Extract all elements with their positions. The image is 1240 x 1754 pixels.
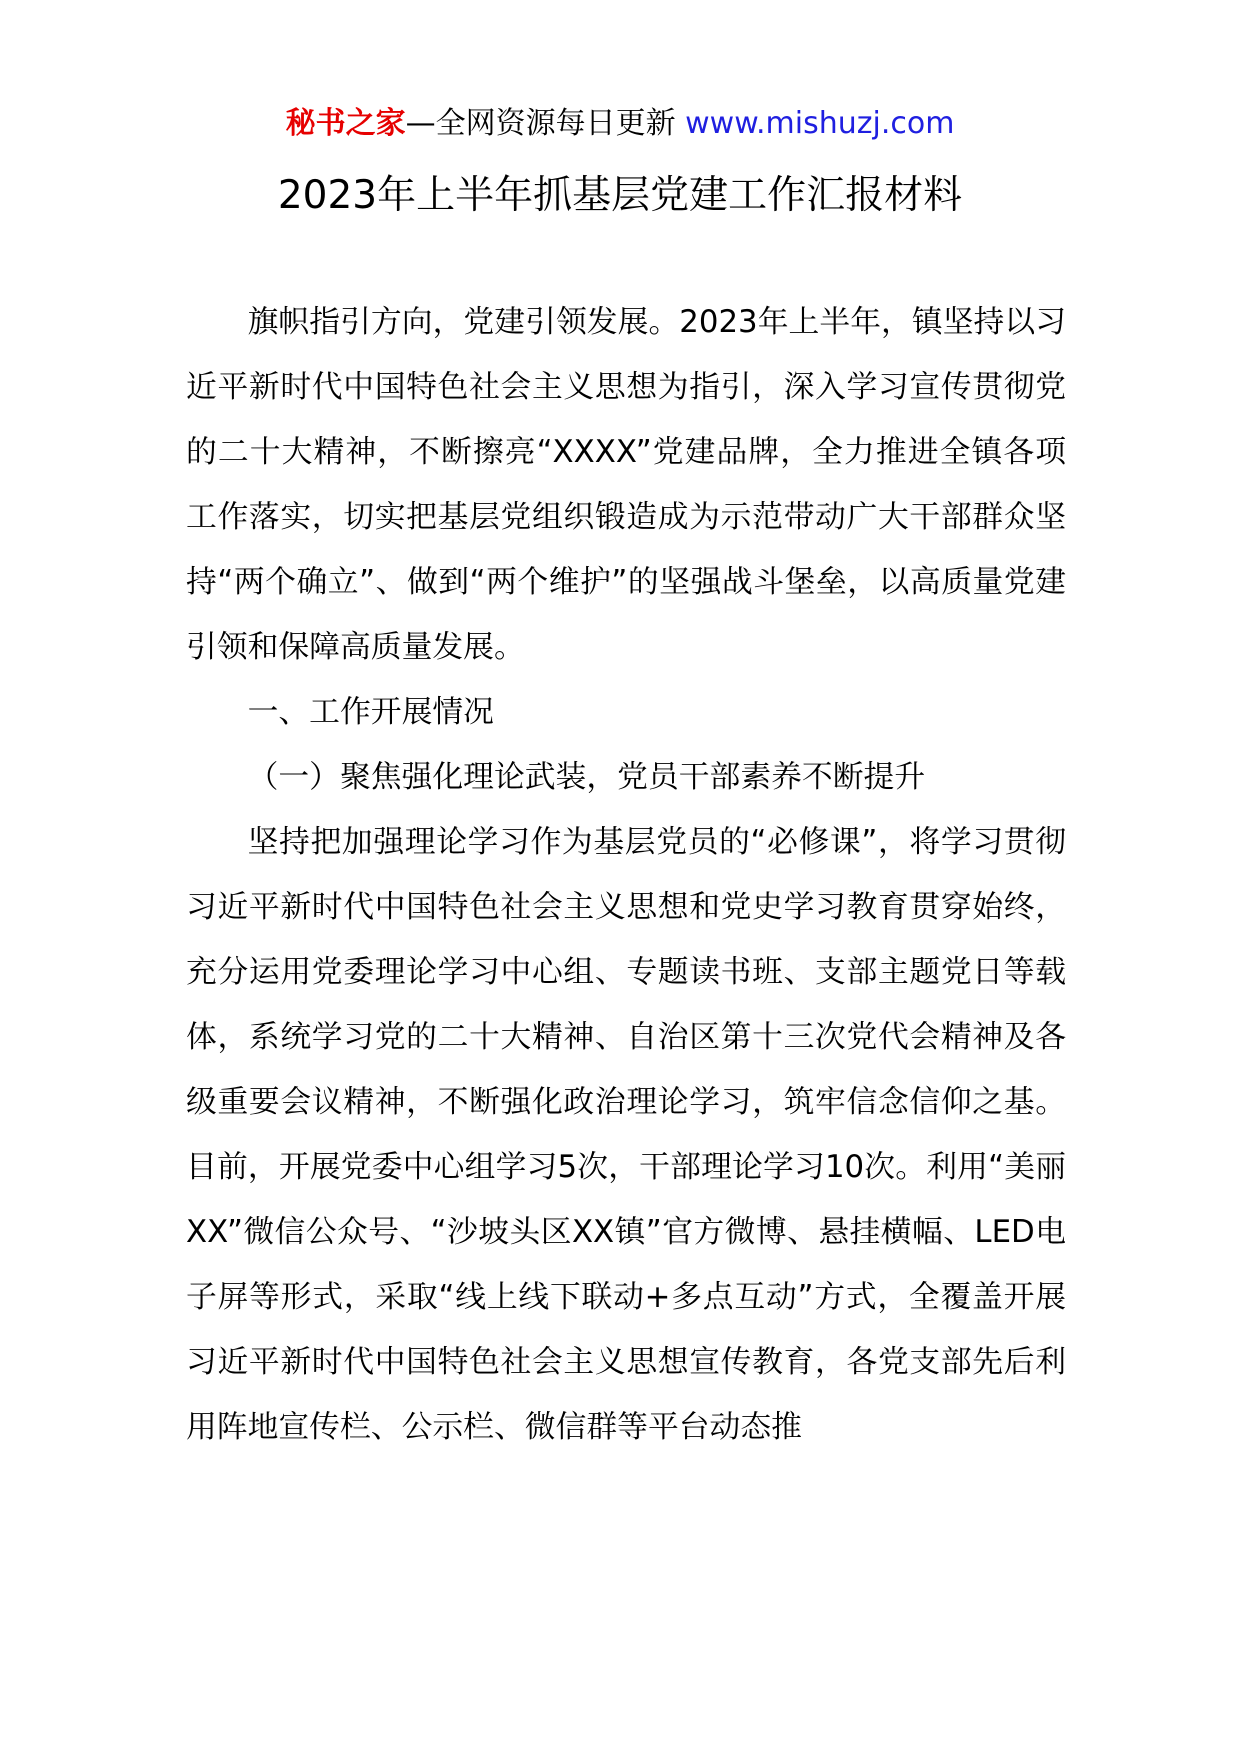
- section-heading-1: 一、工作开展情况: [247, 694, 494, 730]
- subsection-heading-1: （一）聚焦强化理论武装，党员干部素养不断提升: [247, 759, 926, 795]
- document-body: [186, 290, 1066, 1460]
- site-header: [0, 100, 1240, 148]
- body-paragraph: 坚持把加强理论学习作为基层党员的“必修课”，将学习贯彻习近平新时代中国特色社会主义思想和党史学习教育贯穿始终，充分运用党委理论学习中心组、专题读书班、支部主题党日等载体，系统学习党的二十大精神、自治区第十三次党代会精神及各级重要会议精神，不断强化政治理论学习，筑牢信念信仰之基。目前，开展党委中心组学习5次，干部理论学习10次。利用“美丽XX”微信公众号、“沙坡头区XX镇”官方微博、悬挂横幅、LED电子屏等形式，采取“线上线下联动+多点互动”方式，全覆盖开展习近平新时代中国特色社会主义思想宣传教育，各党支部先后利用阵地宣传栏、公示栏、微信群等平台动态推: [186, 824, 1066, 1445]
- site-url-link[interactable]: www.mishuzj.com: [685, 106, 955, 141]
- intro-paragraph: 旗帜指引方向，党建引领发展。2023年上半年，镇坚持以习近平新时代中国特色社会主义思想为指引，深入学习宣传贯彻党的二十大精神，不断擦亮“XXXX”党建品牌，全力推进全镇各项工作落实，切实把基层党组织锻造成为示范带动广大干部群众坚持“两个确立”、做到“两个维护”的坚强战斗堡垒，以高质量党建引领和保障高质量发展。: [186, 304, 1066, 665]
- site-brand: 秘书之家: [285, 106, 406, 141]
- document-title: 2023年上半年抓基层党建工作汇报材料: [277, 173, 963, 218]
- site-tagline: —全网资源每日更新: [405, 106, 686, 141]
